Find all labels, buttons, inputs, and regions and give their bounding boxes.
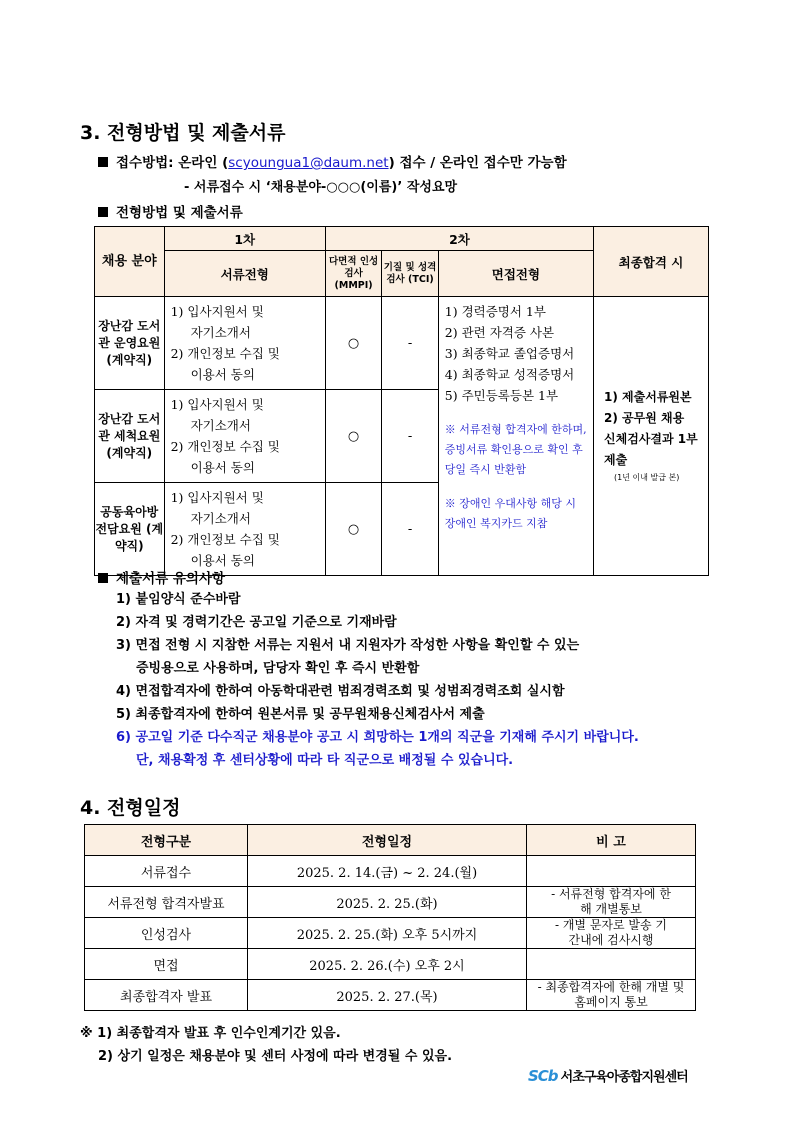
header-interview: 면접전형	[438, 251, 593, 297]
header-mmpi: 다면적 인성검사 (MMPI)	[325, 251, 381, 297]
doc-cell-3: 1) 입사지원서 및 자기소개서 2) 개인정보 수집 및 이용서 동의	[164, 483, 325, 576]
header-round2: 2차	[325, 227, 593, 251]
field-row-3: 공동육아방 전담요원 (계약직)	[95, 483, 165, 576]
schedule-date: 2025. 2. 26.(수) 오후 2시	[248, 949, 527, 980]
logo-mark-icon: SCb	[528, 1066, 558, 1085]
method-label: 전형방법 및 제출서류	[116, 205, 243, 221]
mmpi-cell-2: ○	[325, 390, 381, 483]
schedule-footnote-2: 2) 상기 일정은 채용분야 및 센터 사정에 따라 변경될 수 있음.	[98, 1049, 453, 1064]
reception-email-link[interactable]: scyoungua1@daum.net	[228, 155, 389, 171]
header-field: 채용 분야	[95, 227, 165, 297]
mmpi-cell-3: ○	[325, 483, 381, 576]
header-tci: 기질 및 성격검사 (TCI)	[382, 251, 438, 297]
header-final: 최종합격 시	[594, 227, 709, 297]
section4-title: 4. 전형일정	[80, 797, 181, 819]
schedule-remark: - 최종합격자에 한해 개별 및 홈페이지 통보	[527, 980, 696, 1011]
schedule-row	[85, 980, 696, 1011]
final-cell: 1) 제출서류원본 2) 공무원 채용 신체검사결과 1부 제출 (1년 이내 발급 본)	[594, 297, 709, 576]
bullet-square-icon	[98, 157, 108, 167]
schedule-header-remark: 비 고	[527, 825, 696, 856]
interview-note-2: ※ 장애인 우대사항 해당 시 장애인 복지카드 지참	[444, 497, 577, 530]
bullet-square-icon	[98, 207, 108, 217]
method-heading	[98, 201, 243, 221]
schedule-row	[85, 918, 696, 949]
schedule-stage: 서류전형 합격자발표	[85, 887, 248, 918]
schedule-remark: - 개별 문자로 발송 기간내에 검사시행	[527, 918, 696, 949]
reception-label: 접수방법: 온라인 (	[116, 155, 229, 171]
schedule-header-stage: 전형구분	[85, 825, 248, 856]
tci-cell-3: -	[382, 483, 438, 576]
schedule-date: 2025. 2. 14.(금) ~ 2. 24.(월)	[248, 856, 527, 887]
caution-heading	[98, 567, 225, 587]
center-name: 서초구육아종합지원센터	[560, 1070, 688, 1085]
caution-item: 6) 공고일 기준 다수직군 채용분야 공고 시 희망하는 1개의 직군을 기재해 주시기 바랍니다.	[116, 730, 639, 745]
caution-item: 증빙용으로 사용하며, 담당자 확인 후 즉시 반환함	[136, 661, 420, 676]
schedule-remark	[527, 856, 696, 887]
bullet-square-icon	[98, 573, 108, 583]
method-table	[94, 226, 709, 576]
schedule-row	[85, 856, 696, 887]
section3-title: 3. 전형방법 및 제출서류	[80, 122, 286, 144]
interview-note-1: ※ 서류전형 합격자에 한하며, 증빙서류 확인용으로 확인 후 당일 즉시 반환함	[444, 423, 587, 476]
schedule-remark: - 서류전형 합격자에 한해 개별통보	[527, 887, 696, 918]
doc-cell-2: 1) 입사지원서 및 자기소개서 2) 개인정보 수집 및 이용서 동의	[164, 390, 325, 483]
schedule-footnote-1: ※ 1) 최종합격자 발표 후 인수인계기간 있음.	[80, 1026, 341, 1041]
caution-item: 3) 면접 전형 시 지참한 서류는 지원서 내 지원자가 작성한 사항을 확인할 수 있는	[116, 638, 580, 653]
header-round1: 1차	[164, 227, 325, 251]
schedule-remark	[527, 949, 696, 980]
schedule-row	[85, 949, 696, 980]
caution-item: 2) 자격 및 경력기간은 공고일 기준으로 기재바람	[116, 615, 397, 630]
interview-cell: 1) 경력증명서 1부 2) 관련 자격증 사본 3) 최종학교 졸업증명서 4) 최종학교 성적증명서 5) 주민등록등본 1부 ※ 서류전형 합격자에 한하며, 증빙서류 확인용으로 확인 후 당일 즉시 반환함 ※ 장애인 우대사항 해당 시 장애인 복지카드 지참	[438, 297, 593, 576]
field-row-1: 장난감 도서관 운영요원 (계약직)	[95, 297, 165, 390]
schedule-date: 2025. 2. 25.(화) 오후 5시까지	[248, 918, 527, 949]
doc-cell-1: 1) 입사지원서 및 자기소개서 2) 개인정보 수집 및 이용서 동의	[164, 297, 325, 390]
tci-cell-1: -	[382, 297, 438, 390]
schedule-date: 2025. 2. 25.(화)	[248, 887, 527, 918]
center-logo	[528, 1066, 688, 1085]
schedule-row	[85, 887, 696, 918]
reception-method	[98, 151, 567, 171]
schedule-date: 2025. 2. 27.(목)	[248, 980, 527, 1011]
schedule-header-date: 전형일정	[248, 825, 527, 856]
schedule-table	[84, 824, 696, 1011]
caution-item: 단, 채용확정 후 센터상황에 따라 타 직군으로 배정될 수 있습니다.	[136, 753, 514, 768]
field-row-2: 장난감 도서관 세척요원 (계약직)	[95, 390, 165, 483]
schedule-stage: 인성검사	[85, 918, 248, 949]
caution-label: 제출서류 유의사항	[116, 571, 226, 587]
header-doc: 서류전형	[164, 251, 325, 297]
mmpi-cell-1: ○	[325, 297, 381, 390]
caution-list	[116, 588, 639, 772]
reception-suffix: ) 접수 / 온라인 접수만 가능함	[388, 155, 567, 171]
tci-cell-2: -	[382, 390, 438, 483]
reception-note: - 서류접수 시 ‘채용분야-○○○(이름)’ 작성요망	[184, 180, 458, 195]
schedule-stage: 면접	[85, 949, 248, 980]
schedule-stage: 최종합격자 발표	[85, 980, 248, 1011]
caution-item: 4) 면접합격자에 한하여 아동학대관련 범죄경력조회 및 성범죄경력조회 실시함	[116, 684, 565, 699]
schedule-stage: 서류접수	[85, 856, 248, 887]
caution-item: 5) 최종합격자에 한하여 원본서류 및 공무원채용신체검사서 제출	[116, 707, 485, 722]
caution-item: 1) 붙임양식 준수바람	[116, 592, 241, 607]
